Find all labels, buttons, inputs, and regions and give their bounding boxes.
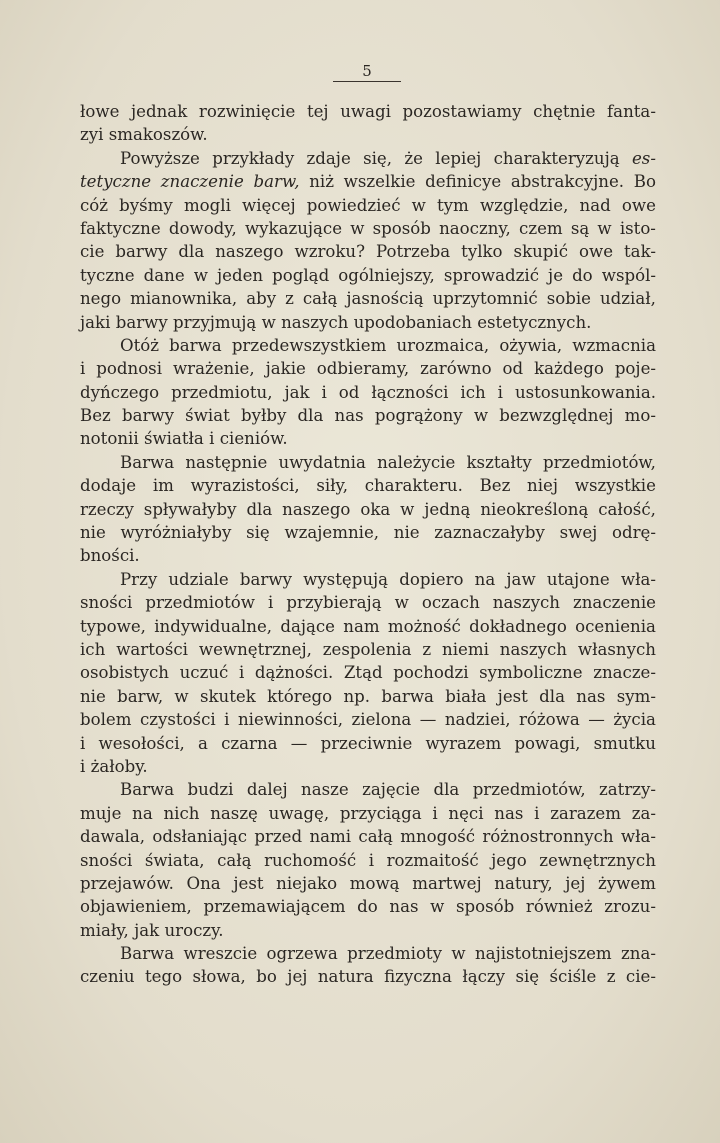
text-line: ich wartości wewnętrznej, zespolenia z niemi naszych własnych [80,639,656,659]
text-line: objawieniem, przemawiającem do nas w sposób również zrozu- [80,897,656,917]
text-line: miały, jak uroczy. [80,920,224,940]
text-line: nie wyróżniałyby się wzajemnie, nie zaznaczałyby swej odrę- [80,523,656,543]
text-line: Bez barwy świat byłby dla nas pogrążony w bezwzględnej mo- [80,406,656,426]
text-line: typowe, indywidualne, dające nam możność dokładnego ocenienia [80,616,656,636]
text-line: cóż byśmy mogli więcej powiedzieć w tym względzie, nad owe [80,195,656,215]
text-line: Barwa wreszcie ogrzewa przedmioty w najistotniejszem zna- [120,944,656,964]
text-line: osobistych uczuć i dążności. Ztąd pochodzi symboliczne znacze- [80,663,656,683]
text-line: dawala, odsłaniając przed nami całą mnogość różnostronnych wła- [80,827,656,847]
text-line: i podnosi wrażenie, jakie odbieramy, zarówno od każdego poje- [80,359,656,379]
text-line: tetyczne znaczenie barw, niż wszelkie definicye abstrakcyjne. Bo [80,172,656,192]
text-line: Przy udziale barwy występują dopiero na jaw utajone wła- [120,569,656,589]
text-line: nie barw, w skutek którego np. barwa biała jest dla nas sym- [80,686,656,706]
text-line: czeniu tego słowa, bo jej natura fizyczna łączy się ściśle z cie- [80,967,656,987]
text-line: notonii światła i cieniów. [80,429,288,449]
text-line: bności. [80,546,140,566]
text-line: i wesołości, a czarna — przeciwnie wyrazem powagi, smutku [80,733,656,753]
page-number: 5 [333,62,401,82]
text-line: łowe jednak rozwinięcie tej uwagi pozostawiamy chętnie fanta- [80,102,656,121]
text-line: tyczne dane w jeden pogląd ogólniejszy, sprowadzić je do wspól- [80,265,656,285]
text-line: przejawów. Ona jest niejako mową martwej natury, jej żywem [80,873,656,893]
body-text [80,100,656,989]
text-line: bolem czystości i niewinności, zielona — nadziei, różowa — życia [80,710,656,730]
text-line: i żałoby. [80,756,148,776]
text-line: cie barwy dla naszego wzroku? Potrzeba tylko skupić owe tak- [80,242,656,262]
text-line: faktyczne dowody, wykazujące w sposób naoczny, czem są w isto- [80,218,656,238]
text-line: Barwa budzi dalej nasze zajęcie dla przedmiotów, zatrzy- [120,780,656,800]
text-line: jaki barwy przyjmują w naszych upodobaniach estetycznych. [80,312,592,332]
text-line: dodaje im wyrazistości, siły, charakteru. Bez niej wszystkie [80,476,656,496]
text-line: Barwa następnie uwydatnia należycie kształty przedmiotów, [120,452,656,472]
text-line: sności świata, całą ruchomość i rozmaitość jego zewnętrznych [80,850,656,870]
text-line: rzeczy spływałyby dla naszego oka w jedną nieokreśloną całość, [80,499,656,519]
text-line: sności przedmiotów i przybierają w oczach naszych znaczenie [80,593,656,613]
text-line: Otóż barwa przedewszystkiem urozmaica, ożywia, wzmacnia [120,335,656,355]
text-line: nego mianownika, aby z całą jasnością uprzytomnić sobie udział, [80,289,656,309]
text-line: muje na nich naszę uwagę, przyciąga i nęci nas i zarazem za- [80,803,656,823]
text-line: Powyższe przykłady zdaje się, że lepiej charakteryzują es- [120,148,656,168]
text-line: zyi smakoszów. [80,125,208,145]
text-line: dyńczego przedmiotu, jak i od łączności ich i ustosunkowania. [80,382,656,402]
